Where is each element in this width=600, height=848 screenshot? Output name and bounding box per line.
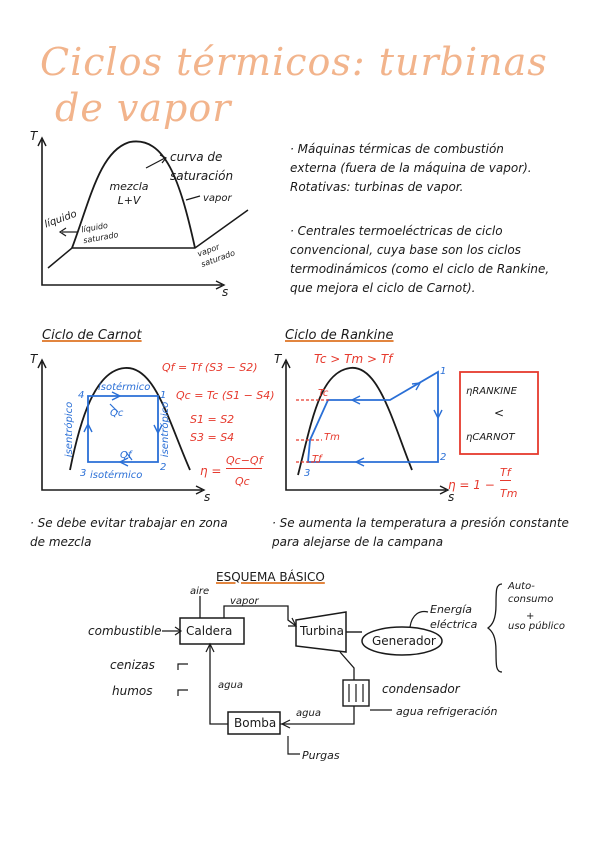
carnot-axis-t: T — [30, 352, 38, 366]
carnot-isotermico-top: isotérmico — [98, 382, 151, 393]
ts-axis-s: s — [222, 285, 229, 299]
rankine-tc: Tc — [318, 388, 329, 399]
scheme-plus: + — [526, 611, 535, 622]
ts-vapor-label: vapor — [203, 193, 232, 204]
carnot-note: · Se debe evitar trabajar en zona de mezcla — [30, 516, 228, 549]
rankine-point-2: 2 — [440, 452, 447, 463]
carnot-eq-s1s2: S1 = S2 — [190, 413, 235, 426]
ts-saturated-vapor-label: vapor saturado — [196, 242, 237, 269]
carnot-point-3: 3 — [80, 468, 87, 479]
ts-curve-label: curva de saturación — [170, 150, 234, 183]
rankine-tf: Tf — [312, 454, 322, 465]
rankine-point-3: 3 — [304, 468, 311, 479]
carnot-isotermico-bottom: isotérmico — [90, 470, 143, 481]
note-external-combustion: · Máquinas térmicas de combustión externa (fuera de la máquina de vapor). Rotativas: turbinas de vapor. — [290, 142, 532, 194]
page-title-line2: de vapor — [55, 86, 232, 130]
scheme-uso-publico: uso público — [508, 621, 566, 632]
scheme-humos: humos — [112, 684, 153, 698]
carnot-eq-qf: Qf = Tf (S3 − S2) — [162, 361, 258, 374]
rankine-box-top: ηRANKINE — [466, 386, 517, 397]
rankine-eff-num: Tf — [500, 466, 511, 479]
scheme-caldera: Caldera — [186, 624, 233, 638]
carnot-point-2: 2 — [160, 462, 167, 473]
scheme-agua-bottom: agua — [296, 708, 321, 719]
scheme-energia: Energía eléctrica — [430, 603, 478, 631]
rankine-axis-t: T — [274, 352, 282, 366]
rankine-temp-order: Tc > Tm > Tf — [314, 352, 393, 366]
scheme-cenizas: cenizas — [110, 658, 155, 672]
rankine-note: · Se aumenta la temperatura a presión constante para alejarse de la campana — [272, 516, 569, 549]
carnot-qc-label: Qc — [110, 408, 124, 419]
scheme-turbina: Turbina — [300, 624, 344, 638]
ts-liquid-label: líquido — [43, 208, 79, 231]
ts-axis-t: T — [30, 129, 38, 143]
rankine-axis-s: s — [448, 490, 455, 504]
rankine-point-1: 1 — [440, 366, 447, 377]
rankine-tm: Tm — [324, 432, 340, 443]
scheme-condensador: condensador — [382, 682, 460, 696]
rankine-eff-lhs: η = 1 − — [448, 478, 495, 492]
scheme-agua-left: agua — [218, 680, 243, 691]
carnot-axis-s: s — [204, 490, 211, 504]
carnot-point-1: 1 — [160, 390, 167, 401]
rankine-box-bottom: ηCARNOT — [466, 432, 515, 443]
scheme-aire: aire — [190, 586, 210, 597]
scheme-heading: ESQUEMA BÁSICO — [216, 570, 325, 584]
rankine-heading: Ciclo de Rankine — [285, 328, 394, 343]
carnot-eq-qc: Qc = Tc (S1 − S4) — [176, 389, 275, 402]
scheme-bomba: Bomba — [234, 716, 277, 730]
carnot-isentropico-right: isentrópico — [160, 401, 172, 458]
scheme-generador: Generador — [372, 634, 436, 648]
carnot-heading: Ciclo de Carnot — [42, 328, 142, 343]
scheme-combustible: combustible — [88, 624, 162, 638]
carnot-eff-den: Qc — [235, 475, 250, 488]
carnot-eq-s3s4: S3 = S4 — [190, 431, 235, 444]
note-thermoelectric: · Centrales termoeléctricas de ciclo convencional, cuya base son los ciclos termodinámicos (como el ciclo de Rankine, que mejora el ciclo de Carnot). — [290, 224, 550, 295]
carnot-isentropico-left: isentrópico — [64, 401, 76, 458]
scheme-agua-refrigeracion: agua refrigeración — [396, 705, 498, 718]
ts-saturated-liquid-label: líquido saturado — [80, 220, 120, 246]
carnot-point-4: 4 — [78, 390, 85, 401]
carnot-eff-lhs: η = — [200, 464, 222, 478]
rankine-eff-den: Tm — [500, 487, 518, 500]
scheme-autoconsumo: Auto-consumo — [508, 581, 554, 605]
ts-mixture-label: mezcla L+V — [109, 180, 149, 207]
carnot-eff-num: Qc−Qf — [226, 454, 263, 467]
scheme-purgas: Purgas — [302, 749, 340, 762]
scheme-vapor: vapor — [230, 596, 259, 607]
rankine-box-mid: < — [494, 406, 505, 420]
carnot-qf-label: Qf — [120, 450, 132, 461]
page-title: Ciclos térmicos: turbinas — [40, 40, 548, 84]
